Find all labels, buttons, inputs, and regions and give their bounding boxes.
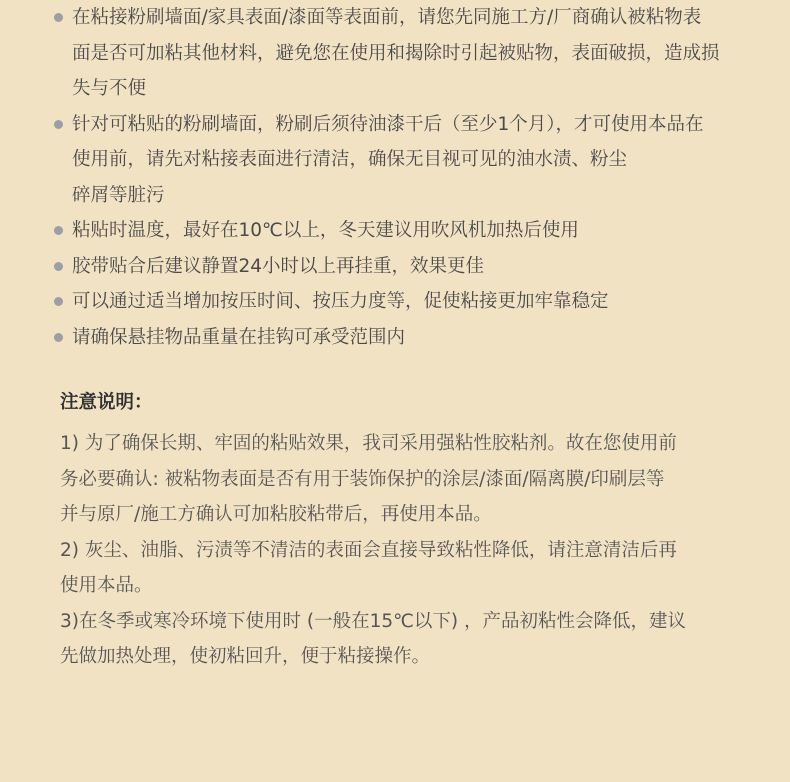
list-item-text: 胶带贴合后建议静置24小时以上再挂重，效果更佳 xyxy=(72,255,485,277)
notice-body xyxy=(60,426,760,675)
bullet-dot-icon xyxy=(54,226,63,235)
bullet-dot-icon xyxy=(54,333,63,342)
list-item xyxy=(52,320,772,356)
notice-line: 务必要确认: 被粘物表面是否有用于装饰保护的涂层/漆面/隔离膜/印刷层等 xyxy=(60,468,665,490)
list-item-text: 使用前，请先对粘接表面进行清洁，确保无目视可见的油水渍、粉尘 xyxy=(72,149,628,170)
bullet-dot-icon xyxy=(54,297,63,306)
list-item-text: 请确保悬挂物品重量在挂钩可承受范围内 xyxy=(72,326,406,348)
list-item-text: 面是否可加粘其他材料，避免您在使用和揭除时引起被贴物，表面破损，造成损 xyxy=(72,42,720,64)
notice-line: 1) 为了确保长期、牢固的粘贴效果，我司采用强粘性胶粘剂。故在您使用前 xyxy=(60,433,677,454)
notice-line: 并与原厂/施工方确认可加粘胶粘带后，再使用本品。 xyxy=(60,504,492,525)
list-item-text: 在粘接粉刷墙面/家具表面/漆面等表面前，请您先同施工方/厂商确认被粘物表 xyxy=(72,7,702,28)
bullet-dot-icon xyxy=(54,262,63,271)
usage-tips-list xyxy=(52,0,772,355)
list-item-text: 针对可粘贴的粉刷墙面，粉刷后须待油漆干后（至少1个月），才可使用本品在 xyxy=(72,113,704,135)
list-item xyxy=(52,213,772,249)
bullet-dot-icon xyxy=(54,120,63,129)
list-item-text: 粘贴时温度，最好在10℃以上，冬天建议用吹风机加热后使用 xyxy=(72,220,579,241)
list-item-text: 失与不便 xyxy=(72,78,147,99)
list-item xyxy=(52,107,772,214)
notice-line: 使用本品。 xyxy=(60,575,153,596)
list-item-text: 碎屑等脏污 xyxy=(72,184,165,206)
list-item xyxy=(52,249,772,285)
notice-line: 先做加热处理，使初粘回升，便于粘接操作。 xyxy=(60,646,431,667)
list-item xyxy=(52,0,772,107)
list-item-text: 可以通过适当增加按压时间、按压力度等，促使粘接更加牢靠稳定 xyxy=(72,291,609,312)
notice-line: 3)在冬季或寒冷环境下使用时 (一般在15℃以下) ，产品初粘性会降低，建议 xyxy=(60,610,687,632)
list-item xyxy=(52,284,772,320)
notice-line: 2) 灰尘、油脂、污渍等不清洁的表面会直接导致粘性降低，请注意清洁后再 xyxy=(60,539,677,561)
bullet-dot-icon xyxy=(54,13,63,22)
notice-title: 注意说明： xyxy=(60,392,153,413)
